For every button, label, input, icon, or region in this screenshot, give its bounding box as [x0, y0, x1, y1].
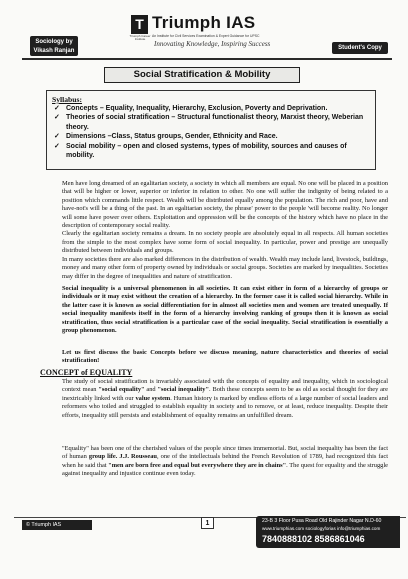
author-badge — [30, 36, 78, 56]
brand-tagline: An Institute for Civil Services Examination & Expert Guidance for UPSC — [152, 34, 260, 38]
header-divider — [22, 58, 392, 60]
text-run: . The quest for equality and the struggle against inequality and injustice continue even today. — [62, 461, 388, 478]
paragraph-wealth: In many societies there are also marked differences in the distribution of wealth. Wealth may include land, livestock, buildings, money and many other form of property owned by individuals or social groups. Societies are marked by inequalities. Societies may differ in the degree of inequalities and nature of stratification. — [62, 256, 388, 280]
footer-copyright: © Triumph IAS — [22, 520, 92, 530]
footer-phones: 7840888102 8586861046 — [262, 534, 365, 544]
text-run: The study of social stratification is invariably associated with the concepts of equality and inequality, which in sociological context mean — [62, 378, 388, 394]
text-run-bold: "social inequality" — [157, 386, 210, 394]
text-run-bold: value system — [135, 394, 171, 402]
page-title: Social Stratification & Mobility — [104, 67, 300, 83]
syllabus-item-text: Theories of social stratification – Structural functionalist theory, Marxist theory, Weberian theory. — [66, 114, 364, 131]
footer-address: 23-B 3 Floor Pusa Road Old Rajinder Nagar N.D-60 — [262, 518, 382, 524]
paragraph-social-inequality: Social inequality is a universal phenomenon in all societies. It can exist either in form of a hierarchy of groups or individuals or it may exist without the creation of a hierarchy. In the former case it is called social hierarchy. While in the latter case it is known as social differentiation for in almost all societies men and women are treated unequally. If social inequality manifests itself in the form of a hierarchy involving ranking of groups then it is known as social stratification, thus social stratification is a particular case of the social inequality. Social stratification is essentially a group phenomenon. — [62, 285, 388, 335]
logo-icon: T — [131, 15, 148, 34]
checkmark-icon: ✓ — [54, 142, 60, 150]
footer-web: www.triumphias.com sociologyforias info@triumphias.com — [262, 526, 381, 531]
syllabus-item-text: Dimensions –Class, Status groups, Gender, Ethnicity and Race. — [66, 133, 278, 141]
text-run-bold: "men are born free and equal but everywhere they are in chains" — [108, 461, 287, 469]
brand-motto: Innovating Knowledge, Inspiring Success — [154, 40, 271, 48]
footer-contact — [256, 516, 400, 548]
syllabus-item — [54, 142, 372, 161]
text-run-bold: group life. J.J. Rousseau — [88, 453, 157, 461]
text-run: , one of the intellectuals behind the French Revolution of 1789, had recognized this fact when he said that — [62, 453, 388, 469]
syllabus-item — [54, 104, 372, 113]
checkmark-icon: ✓ — [54, 114, 60, 122]
author-badge-line1: Sociology by — [35, 39, 73, 45]
syllabus-item — [54, 113, 372, 132]
syllabus-item-text: Concepts – Equality, Inequality, Hierarchy, Exclusion, Poverty and Deprivation. — [66, 105, 328, 112]
paragraph-intro-concepts: Let us first discuss the basic Concepts before we discuss meaning, nature characteristics and theories of social stratification! — [62, 349, 388, 365]
checkmark-icon: ✓ — [54, 105, 60, 112]
syllabus-list — [54, 104, 372, 160]
page-number: 1 — [201, 517, 214, 529]
logo-subtext: Triumph Career Institute — [129, 34, 151, 41]
paragraph-egalitarian: Men have long dreamed of an egalitarian society, a society in which all members are equal. No one will be placed in a position that will be higher or lower, superior or inferior in relation to other. No one will suffer the indignity of being related to a position which commands little respect. Wealth will be distributed equally among the population. The rich and poor, have and have-not's will be a thing of the past. In an egalitarian society, the phrase' power to the people 'will become reality. No longer will some have power over others. Exploitation and oppression will be the concepts of the history which have no place in the description of contemporary social reality. Clearly the egalitarian society remains a dream. In no society people are absolutely equal in all respects. All human societies from the simple to the most complex have some form of social inequality. In particular, power and prestige are unequally distributed between individuals and groups. — [62, 180, 388, 255]
text-run: . Both these concepts seem to be as old as social thought for they are inextricably linked with our — [62, 386, 388, 402]
syllabus-heading: Syllabus: — [52, 95, 82, 104]
checkmark-icon: ✓ — [54, 133, 60, 141]
text-run: and — [144, 386, 158, 394]
paragraph-rousseau — [62, 445, 388, 479]
header — [0, 0, 408, 64]
paragraph-equality-concept — [62, 378, 388, 420]
author-badge-line2: Vikash Ranjan — [33, 48, 75, 54]
syllabus-item-text: Social mobility – open and closed systems, types of mobility, sources and causes of mobility. — [66, 142, 347, 160]
text-run-bold: "social equality" — [98, 386, 145, 394]
text-run: . Human history is marked by endless efforts of a large number of social leaders and reformers who toiled and struggled to establish equality in society and to remove, or at least, reduce inequality. Despite their efforts, inequality still persists and establishment of equality remains an unfulfilled dream. — [62, 394, 389, 419]
brand-name: Triumph IAS — [152, 13, 256, 32]
section-heading-equality: CONCEPT of EQUALITY — [40, 368, 133, 377]
text-run: "Equality" has been one of the cherished values of the people since times immemorial. But, social inequality has been the fact of human — [62, 445, 388, 461]
student-copy-badge: Student's Copy — [332, 42, 388, 54]
syllabus-item — [54, 132, 372, 141]
